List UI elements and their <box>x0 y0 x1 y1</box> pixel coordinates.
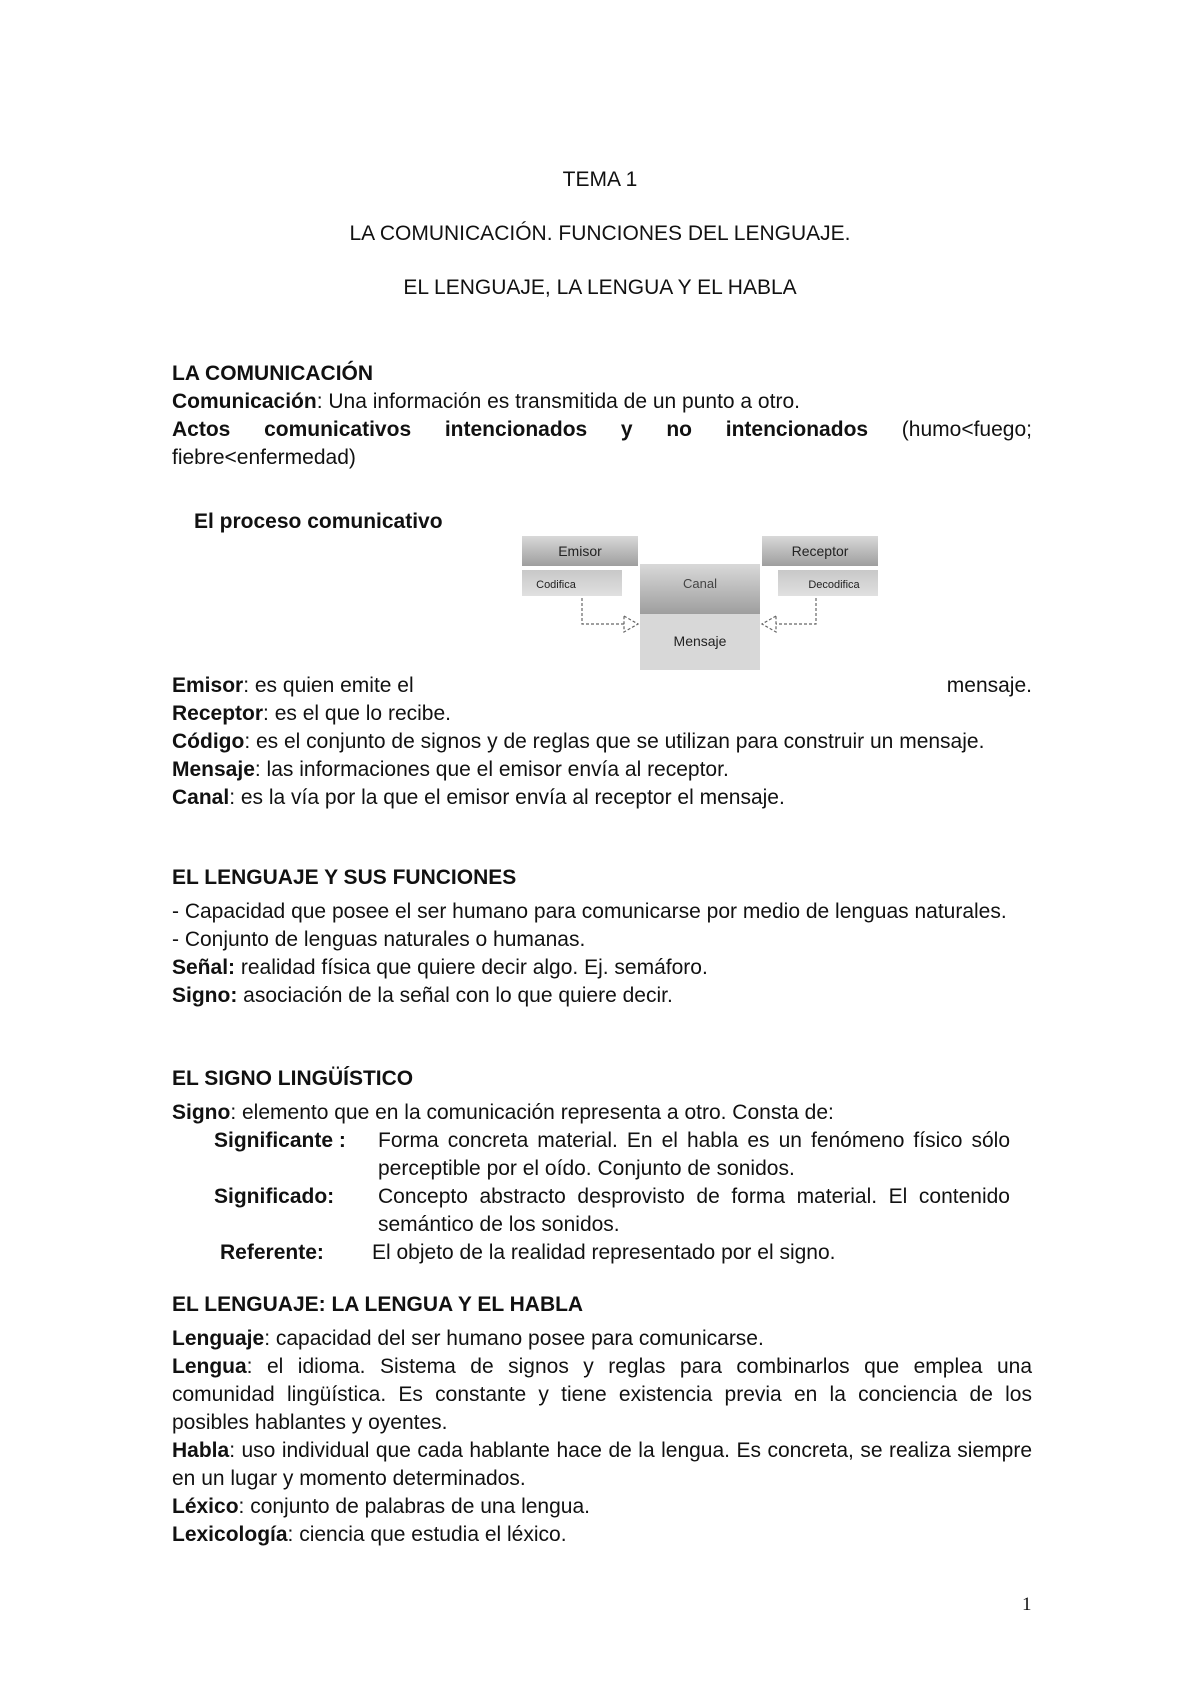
term: Emisor <box>172 674 244 697</box>
significante-text: Forma concreta material. En el habla es un fenómeno físico sólo perceptible por el oído. Conjunto de sonidos. <box>378 1129 1010 1180</box>
arrow-canal-to-receptor <box>762 598 816 632</box>
decodifica-label: Decodifica <box>808 579 860 591</box>
table-row <box>214 1183 1010 1239</box>
definition: (humo<fuego; fiebre<enfermedad) <box>172 418 1032 469</box>
term: Receptor <box>172 702 264 725</box>
signo-components-table <box>214 1127 1010 1239</box>
term: Señal: <box>172 956 236 979</box>
paragraph-senal <box>172 954 1032 982</box>
table-row <box>214 1127 1010 1183</box>
term: Léxico <box>172 1495 239 1518</box>
term: Mensaje <box>172 758 255 781</box>
codifica-label: Codifica <box>536 579 576 591</box>
definition: : es quien emite el <box>243 674 414 697</box>
significante-label: Significante : <box>214 1129 346 1152</box>
subsection-heading: El proceso comunicativo <box>194 510 443 533</box>
definition: : elemento que en la comunicación representa a otro. Consta de: <box>230 1101 834 1124</box>
definition: : el idioma. Sistema de signos y reglas para combinarlos que emplea una comunidad lingüística. Es constante y tiene existencia previa en la conciencia de los posibles hablantes y oyentes. <box>172 1355 1032 1434</box>
arrow-emisor-to-canal <box>582 598 638 632</box>
paragraph-codigo <box>172 728 1032 756</box>
receptor-box <box>762 536 878 596</box>
doc-title: TEMA 1 <box>562 168 638 191</box>
term: Lengua <box>172 1355 247 1378</box>
communication-process-diagram <box>520 534 880 674</box>
paragraph-comunicacion <box>172 388 1032 416</box>
definition: : las informaciones que el emisor envía al receptor. <box>254 758 729 781</box>
paragraph-receptor <box>172 700 1032 728</box>
paragraph-lexicologia <box>172 1521 1032 1549</box>
significado-label: Significado: <box>214 1185 335 1208</box>
definition: : es el conjunto de signos y de reglas que se utilizan para construir un mensaje. <box>244 730 985 753</box>
definition-end: mensaje. <box>946 674 1032 697</box>
definition: : Una información es transmitida de un punto a otro. <box>316 390 800 413</box>
paragraph-canal <box>172 784 1032 812</box>
section-heading: LA COMUNICACIÓN <box>172 362 374 385</box>
referente-label: Referente: <box>220 1241 324 1264</box>
emisor-box <box>522 536 638 596</box>
definition: : uso individual que cada hablante hace de la lengua. Es concreta, se realiza siempre en un lugar y momento determinados. <box>172 1439 1032 1490</box>
paragraph-actos <box>172 416 1032 472</box>
paragraph-habla <box>172 1437 1032 1493</box>
definition: : capacidad del ser humano posee para comunicarse. <box>264 1327 764 1350</box>
canal-box <box>640 564 760 670</box>
referente-text: El objeto de la realidad representado por el signo. <box>372 1241 836 1264</box>
list-item: - Capacidad que posee el ser humano para comunicarse por medio de lenguas naturales. <box>172 900 1007 923</box>
term: Signo <box>172 1101 231 1124</box>
definition: : es el que lo recibe. <box>263 702 451 725</box>
definition: : es la vía por la que el emisor envía al receptor el mensaje. <box>229 786 785 809</box>
term: Código <box>172 730 245 753</box>
list-item: - Conjunto de lenguas naturales o humanas. <box>172 928 586 951</box>
canal-label: Canal <box>683 576 717 591</box>
section-heading: EL LENGUAJE: LA LENGUA Y EL HABLA <box>172 1293 584 1316</box>
section-lenguaje-funciones <box>172 864 1032 1010</box>
section-heading: EL LENGUAJE Y SUS FUNCIONES <box>172 866 517 889</box>
paragraph-lengua <box>172 1353 1032 1437</box>
definition: asociación de la señal con lo que quiere decir. <box>237 984 673 1007</box>
definition: : ciencia que estudia el léxico. <box>287 1523 567 1546</box>
term: Habla <box>172 1439 230 1462</box>
term: Comunicación <box>172 390 317 413</box>
definition: realidad física que quiere decir algo. Ej. semáforo. <box>235 956 708 979</box>
paragraph-lenguaje <box>172 1325 1032 1353</box>
mensaje-label: Mensaje <box>673 633 727 649</box>
significado-text: Concepto abstracto desprovisto de forma material. El contenido semántico de los sonidos. <box>378 1185 1010 1236</box>
term: Lexicología <box>172 1523 288 1546</box>
section-heading: EL SIGNO LINGÜÍSTICO <box>172 1067 414 1090</box>
paragraph-mensaje <box>172 756 1032 784</box>
doc-subtitle-1: LA COMUNICACIÓN. FUNCIONES DEL LENGUAJE. <box>349 222 851 245</box>
doc-subtitle-2: EL LENGUAJE, LA LENGUA Y EL HABLA <box>403 276 797 299</box>
emisor-label: Emisor <box>558 543 602 559</box>
page-number: 1 <box>1022 1594 1032 1615</box>
section-lenguaje-lengua-habla <box>172 1291 1032 1549</box>
section-elements <box>172 672 1032 812</box>
term: Signo: <box>172 984 238 1007</box>
paragraph-emisor <box>172 672 1032 700</box>
paragraph-signo <box>172 982 1032 1010</box>
term: Canal <box>172 786 230 809</box>
term: Actos comunicativos intencionados y no intencionados <box>172 418 869 441</box>
process-heading <box>194 508 1054 536</box>
section-signo-linguistico <box>172 1065 1032 1267</box>
paragraph-signo <box>172 1099 1032 1127</box>
term: Lenguaje <box>172 1327 265 1350</box>
referente-row <box>220 1239 1032 1267</box>
definition: : conjunto de palabras de una lengua. <box>238 1495 590 1518</box>
receptor-label: Receptor <box>791 543 849 559</box>
section-comunicacion <box>172 360 1032 472</box>
paragraph-lexico <box>172 1493 1032 1521</box>
